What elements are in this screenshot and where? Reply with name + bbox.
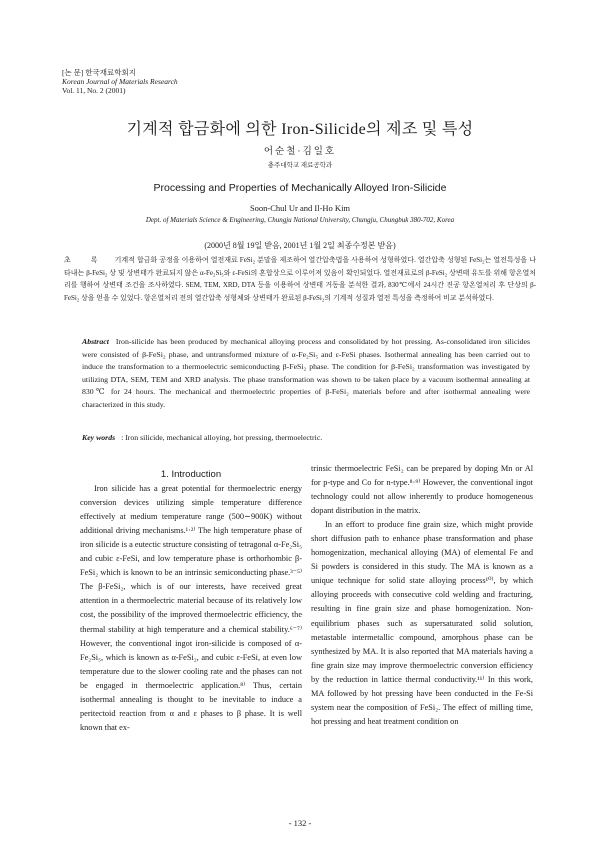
authors-korean: 어순철·김일호 — [263, 147, 337, 157]
intro-paragraph-1: Iron silicide has a great potential for thermoelectric energy conversion devices utilizing simple temperature difference effectively at medium temperature range (500∼900K) without additional driving mechanisms.¹·²⁾ The high temperature phase of iron silicide is a eutectic structure consisting of tetragonal α-Fe₂Si₅ and cubic ε-FeSi, and low temperature phase is orthorhombic β-FeSi₂ which is known to be an intrinsic semiconducting phase.³⁻⁵⁾ The β-FeSi₂, which is of our interests, have received great attention in a thermoelectric material because of its relatively low cost, the possibility of the improved thermoelectric efficiency, the thermal stability at high temperature and a chemical stability.⁶⁻⁷⁾ However, the conventional ingot iron-silicide is composed of α-Fe₂Si₅, which is known as α-FeSi₂, and cubic ε-FeSi, at even low temperature due to the slower cooling rate and the phases can not be engaged in thermoelectric application.⁸⁾ Thus, certain isothermal annealing is thought to be inevitable to induce a peritectoid reaction from α and ε phases to β phase. It is well known that ex- — [80, 484, 302, 732]
right-column — [311, 462, 533, 729]
authors-english: Soon-Chul Ur and Il-Ho Kim — [249, 203, 351, 213]
keywords — [82, 433, 530, 442]
keywords-text: : Iron silicide, mechanical alloying, hot pressing, thermoelectric. — [121, 433, 323, 442]
keywords-label: Key words — [82, 433, 116, 442]
abstract-korean — [64, 254, 536, 304]
abstract-english-text: Iron-silicide has been produced by mechanical alloying process and consolidated by hot pressing. As-consolidated iron silicides were consisted of β-FeSi₂ phase, and untransformed mixture of α-Fe₂Si₅ and ε-FeSi phases. Isothermal annealing has been carried out to induce the transformation to a thermoelectric semiconducting β-FeSi₂ phase. The condition for β-FeSi₂ transformation was investigated by utilizing DTA, SEM, TEM and XRD analysis. The phase transformation was shown to be taken place by a vacuum isothermal annealing at 830℃ for 24 hours. The mechanical and thermoelectric properties of β-FeSi₂ materials before and after isothermal annealing were characterized in this study. — [82, 337, 530, 409]
abstract-korean-text: 기계적 합금화 공정을 이용하여 열전재료 FeSi₂ 분말을 제조하여 열간압축법을 사용하여 성형하였다. 열간압축 성형된 FeSi₂는 열전특성을 나타내는 β-FeSi₂ 상 및 상변태가 완료되지 않은 α-Fe₂Si₅와 ε-FeSi의 혼합상으로 이루어져 있음이 확인되었다. 열전재료로의 β-FeSi₂ 상변태 유도를 위해 항온열처리를 행하여 상변태 조건을 조사하였다. SEM, TEM, XRD, DTA 등을 이용하여 상변태 거동을 분석한 결과, 830℃에서 24시간 진공 항온열처리 후 단상의 β-FeSi₂ 상을 얻을 수 있었다. 항온열처리 전의 열간압축 성형체와 상변태가 완료된 β-FeSi₂의 기계적 성질과 열전 특성을 측정하여 비교 분석하였다. — [64, 256, 536, 302]
journal-volume: Vol. 11, No. 2 (2001) — [62, 86, 126, 95]
left-column — [80, 468, 302, 735]
section-heading-introduction: 1. Introduction — [160, 469, 222, 480]
page-number: - 132 - — [288, 818, 312, 828]
abstract-korean-label: 초 록 — [64, 256, 107, 264]
received-dates: (2000년 8월 19일 받음, 2001년 1월 2일 최종수정본 받음) — [204, 241, 396, 250]
journal-name: Korean Journal of Materials Research — [62, 77, 178, 86]
journal-masthead — [62, 68, 178, 95]
intro-paragraph-1-continued: trinsic thermoelectric FeSi₂ can be prepared by doping Mn or Al for p-type and Co for n-type.⁸·⁹⁾ However, the conventional ingot technology could not allow inherently to produce homogeneous dopant distribution in the matrix. — [311, 464, 533, 516]
affiliation-english: Dept. of Materials Science & Engineering, Chungju National University, Chungju, Chungbuk 380-702, Korea — [145, 216, 455, 224]
title-korean: 기계적 합금화에 의한 Iron-Silicide의 제조 및 특성 — [126, 121, 474, 138]
abstract-english — [82, 336, 530, 411]
masthead-line1: [논 문] 한국재료학회지 — [62, 68, 136, 77]
abstract-english-label: Abstract — [82, 337, 109, 346]
intro-paragraph-2: In an effort to produce fine grain size, which might provide short diffusion path to enhance phase transformation and phase homogenization, mechanical alloying (MA) of elemental Fe and Si powders is considered in this study. The MA is known as a unique technique for solid state alloying process¹⁰⁾, by which alloying proceeds with consecutive cold welding and fracturing, resulting in fine grain size and phase homogenization. Non-equilibrium phases such as supersaturated solid solution, metastable intermetallic compound, amorphous phase can be synthesized by MA. It is also reported that MA materials having a fine grain size may improve thermoelectric conversion efficiency by the reduction in lattice thermal conductivity.¹¹⁾ In this work, MA followed by hot pressing have been conducted in the Fe-Si system near the composition of FeSi₂. The effect of milling time, hot pressing and heat treatment condition on — [311, 520, 533, 726]
affiliation-korean: 충주대학교 재료공학과 — [267, 162, 333, 169]
title-english: Processing and Properties of Mechanically Alloyed Iron-Silicide — [153, 182, 447, 194]
